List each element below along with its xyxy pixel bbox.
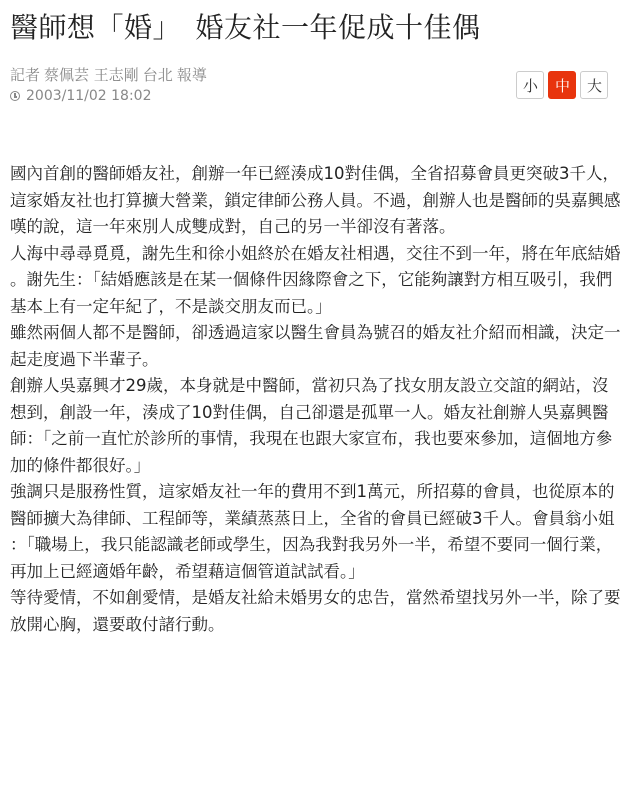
clock-icon	[10, 91, 20, 101]
font-size-large-button[interactable]: 大	[580, 71, 608, 99]
article-paragraph: 國內首創的醫師婚友社，創辦一年已經湊成10對佳偶，全省招募會員更突破3千人，這家婚友社也打算擴大營業，鎖定律師公務人員。不過，創辦人也是醫師的吳嘉興感嘆的說，這一年來別人成雙成對，自己的另一半卻沒有著落。	[10, 164, 621, 236]
byline-location: 台北	[142, 66, 173, 84]
byline-suffix: 報導	[176, 66, 207, 84]
article-paragraph: 強調只是服務性質，這家婚友社一年的費用不到1萬元，所招募的會員，也從原本的醫師擴大為律師、工程師等，業績蒸蒸日上，全省的會員已經破3千人。會員翁小姐：「職場上，我只能認識老師或學生，因為我對我另外一半，希望不要同一個行業，再加上已經適婚年齡，希望藉這個管道試試看。」	[10, 482, 615, 581]
font-size-small-button[interactable]: 小	[516, 71, 544, 99]
byline	[10, 64, 211, 86]
article-body	[10, 161, 622, 638]
font-size-medium-button[interactable]: 中	[548, 71, 576, 99]
dateline	[10, 86, 152, 106]
byline-reporters: 蔡佩芸 王志剛	[44, 66, 139, 84]
article-paragraph: 雖然兩個人都不是醫師，卻透過這家以醫生會員為號召的婚友社介紹而相識，決定一起走度過下半輩子。	[10, 323, 621, 369]
byline-prefix: 記者	[10, 66, 41, 84]
publish-datetime: 2003/11/02 18:02	[26, 88, 152, 104]
article-paragraph: 創辦人吳嘉興才29歲，本身就是中醫師，當初只為了找女朋友設立交誼的網站，沒想到，創設一年，湊成了10對佳偶，自己卻還是孤單一人。婚友社創辦人吳嘉興醫師：「之前一直忙於診所的事情，我現在也跟大家宣布，我也要來參加，這個地方參加的條件都很好。」	[10, 376, 613, 475]
article-paragraph: 等待愛情，不如創愛情，是婚友社給未婚男女的忠告，當然希望找另外一半，除了要放開心胸，還要敢付諸行動。	[10, 588, 621, 634]
article-title: 醫師想「婚」 婚友社一年促成十佳偶	[10, 11, 481, 44]
font-size-controls	[516, 71, 608, 99]
article-paragraph: 人海中尋尋覓覓，謝先生和徐小姐終於在婚友社相遇，交往不到一年，將在年底結婚。謝先生：「結婚應該是在某一個條件因緣際會之下，它能夠讓對方相互吸引，我們基本上有一定年紀了，不是談交朋友而已。」	[10, 243, 621, 316]
